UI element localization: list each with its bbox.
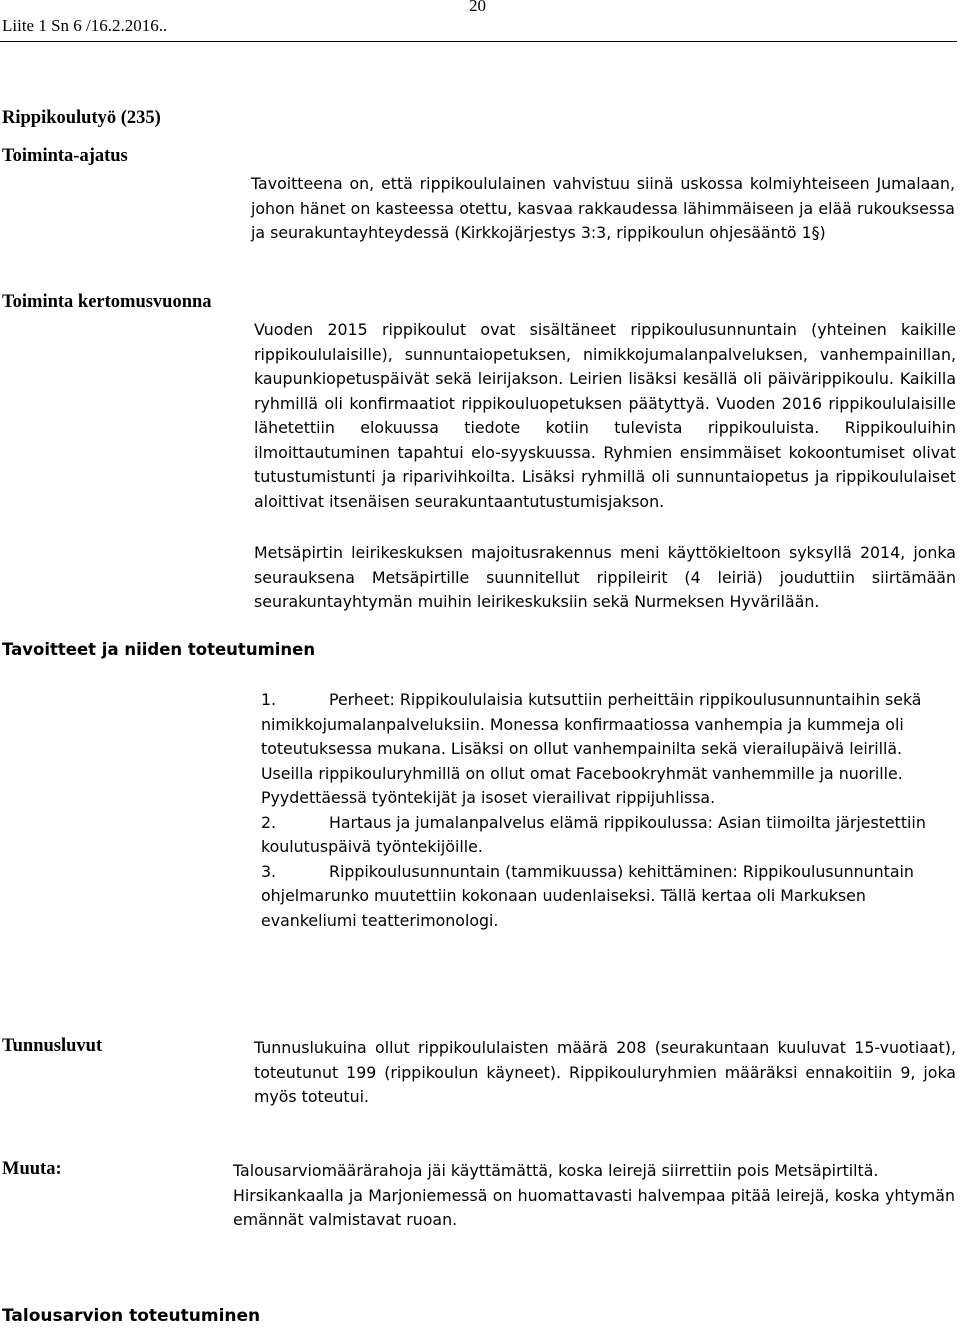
kertomus-paragraph-2: Metsäpirtin leirikeskuksen majoitusrakennus meni käyttökieltoon syksyllä 2014, jonka seurauksena Metsäpirtille suunnitellut rippileirit (4 leiriä) jouduttiin siirtämään seurakuntayhtymän muihin leirikeskuksiin sekä Nurmeksen Hyvärilään.	[254, 543, 956, 611]
kertomus-paragraph-2-block	[254, 541, 956, 615]
muuta-paragraph-2: Hirsikankaalla ja Marjoniemessä on huomattavasti halvempaa pitää leirejä, koska yhtymän emännät valmistavat ruoan.	[233, 1185, 955, 1229]
talousarvion-toteutuminen-heading: Talousarvion toteutuminen	[2, 1306, 261, 1326]
muuta-text-block	[233, 1159, 955, 1233]
tunnusluvut-text-block	[254, 1036, 956, 1110]
list-item-number: 3.	[261, 861, 277, 881]
tunnusluvut-heading: Tunnusluvut	[2, 1036, 103, 1056]
section-title: Rippikoulutyö (235)	[2, 108, 161, 128]
toiminta-kertomusvuonna-text	[254, 318, 956, 514]
page-number: 20	[469, 0, 486, 15]
list-item-text: Hartaus ja jumalanpalvelus elämä rippikoulussa: Asian tiimoilta järjestettiin koulutuspäivä työntekijöille.	[261, 812, 926, 856]
list-item-text: Perheet: Rippikoululaisia kutsuttiin perheittäin rippikoulusunnuntaihin sekä nimikkojumalanpalveluksiin. Monessa konfirmaatiossa vanhempia ja kummeja oli toteutuksessa mukana. Lisäksi on ollut vanhempainilta sekä vierailupäivä leirillä. Useilla rippikouluryhmillä on ollut omat Facebookryhmät vanhemmille ja nuorille. Pyydettäessä työntekijät ja isoset vierailivat rippijuhlissa.	[261, 690, 922, 807]
muuta-paragraph-1: Talousarviomäärärahoja jäi käyttämättä, koska leirejä siirrettiin pois Metsäpirtiltä.	[233, 1161, 879, 1180]
toiminta-kertomusvuonna-heading: Toiminta kertomusvuonna	[2, 292, 212, 312]
list-item	[261, 860, 956, 934]
tavoitteet-heading: Tavoitteet ja niiden toteutuminen	[2, 640, 316, 659]
goals-list	[261, 688, 956, 933]
toiminta-ajatus-text	[251, 172, 955, 246]
tunnusluvut-text: Tunnuslukuina ollut rippikoululaisten määrä 208 (seurakuntaan kuuluvat 15-vuotiaat), toteutunut 199 (rippikoulun käyneet). Rippikouluryhmien määräksi ennakoitiin 9, joka myös toteutui.	[254, 1038, 956, 1106]
header-left-text: Liite 1 Sn 6 /16.2.2016..	[2, 16, 168, 35]
list-item-number: 1.	[261, 690, 277, 709]
kertomus-paragraph-1: Vuoden 2015 rippikoulut ovat sisältäneet rippikoulusunnuntain (yhteinen kaikille rippikoululaisille), sunnuntaiopetuksen, nimikkojumalanpalveluksen, vanhempainillan, kaupunkiopetuspäivät sekä leirijakson. Leirien lisäksi kesällä oli päivärippikoulu. Kaikilla ryhmillä oli konfirmaatiot rippikouluopetuksen päätyttyä. Vuoden 2016 rippikoululaisille lähetettiin elokuussa tiedote kotiin tulevista rippikouluista. Rippikouluihin ilmoittautuminen tapahtui elo-syyskuussa. Ryhmien ensimmäiset kokoontumiset olivat tutustumistunti ja riparivihkoilta. Lisäksi ryhmillä oli sunnuntaiopetus ja rippikoululaiset aloittivat itsenäisen seurakuntaantutustumisjakson.	[254, 320, 956, 511]
list-item-text: Rippikoulusunnuntain (tammikuussa) kehittäminen: Rippikoulusunnuntain ohjelmarunko muutettiin kokonaan uudenlaiseksi. Tällä kertaa oli Markuksen evankeliumi teatterimonologi.	[261, 861, 914, 930]
list-item-number: 2.	[261, 812, 277, 832]
toiminta-ajatus-heading: Toiminta-ajatus	[2, 146, 128, 166]
list-item	[261, 688, 956, 811]
toiminta-ajatus-paragraph: Tavoitteena on, että rippikoululainen vahvistuu siinä uskossa kolmiyhteiseen Jumalaan, johon hänet on kasteessa otettu, kasvaa rakkaudessa lähimmäiseen ja elää rukouksessa ja seurakuntayhteydessä (Kirkkojärjestys 3:3, rippikoulun ohjesääntö 1§)	[251, 174, 955, 242]
muuta-heading: Muuta:	[2, 1159, 62, 1179]
header-divider	[0, 41, 957, 42]
list-item	[261, 811, 956, 860]
